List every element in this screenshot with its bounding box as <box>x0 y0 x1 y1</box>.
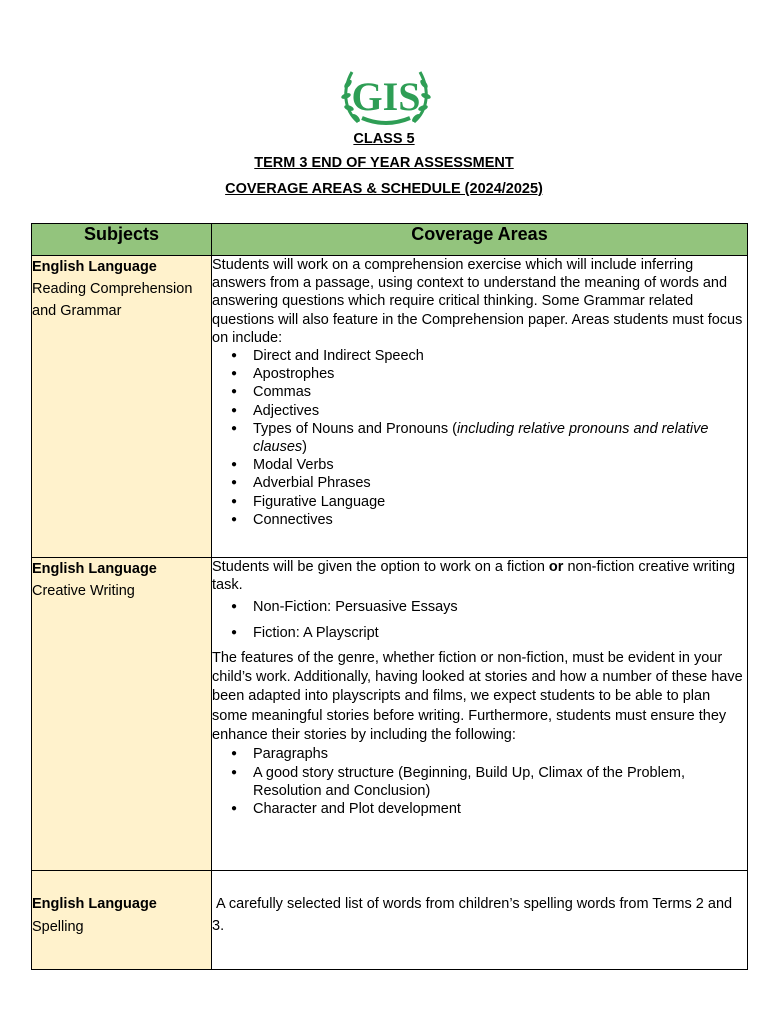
subject-name: English Language <box>32 896 157 912</box>
list-item: ● Paragraphs <box>253 745 747 763</box>
subject-cell <box>32 256 212 558</box>
coverage-header: Coverage Areas <box>212 224 748 256</box>
list-item: ● Character and Plot development <box>253 800 747 818</box>
list-item: ● Fiction: A Playscript <box>253 624 747 642</box>
subjects-header: Subjects <box>32 224 212 256</box>
logo-letters: GIS <box>351 74 421 119</box>
coverage-cell <box>212 871 748 970</box>
table-row <box>32 871 748 970</box>
subject-topic: Creative Writing <box>32 583 135 599</box>
subject-topic: and Grammar <box>32 303 122 319</box>
class-title: CLASS 5 <box>353 131 415 147</box>
table-row <box>32 256 748 558</box>
coverage-intro: Students will be given the option to work on a fiction or non-fiction creative writing task. <box>212 559 736 594</box>
coverage-title: COVERAGE AREAS & SCHEDULE (2024/2025) <box>225 181 543 197</box>
subject-cell <box>32 871 212 970</box>
list-item: ● Types of Nouns and Pronouns (including relative pronouns and relative clauses) <box>253 420 747 456</box>
list-item: ● Adverbial Phrases <box>253 474 747 492</box>
subject-name: English Language <box>32 561 157 577</box>
subject-topic: Spelling <box>32 919 84 935</box>
list-item: ● Modal Verbs <box>253 456 747 474</box>
list-item: ● Figurative Language <box>253 493 747 511</box>
coverage-paragraph: The features of the genre, whether fiction or non-fiction, must be evident in your child’s work. Additionally, having looked at stories and how a number of these have been adapted into playscripts and films, we expect students to be able to plan some meaningful stories before writing. Furthermore, students must ensure they enhance their stories by including the following: <box>212 649 743 743</box>
subject-topic: Reading Comprehension <box>32 281 193 297</box>
list-item: ● Apostrophes <box>253 365 747 383</box>
coverage-cell <box>212 558 748 871</box>
school-logo <box>338 62 434 132</box>
assessment-title: TERM 3 END OF YEAR ASSESSMENT <box>254 155 514 171</box>
subject-name: English Language <box>32 259 157 275</box>
list-item: ● Connectives <box>253 511 747 529</box>
coverage-intro: Students will work on a comprehension exercise which will include inferring answers from a passage, using context to understand the meaning of words and answering questions which require critical thinking. Some Grammar related questions will also feature in the Comprehension paper. Areas students must focus on include: <box>212 257 743 346</box>
option-list <box>212 598 747 641</box>
focus-list <box>212 347 747 529</box>
coverage-text: A carefully selected list of words from children’s spelling words from Terms 2 and 3. <box>212 896 737 934</box>
list-item: ● Non-Fiction: Persuasive Essays <box>253 598 747 616</box>
coverage-table <box>31 223 748 970</box>
list-item: ● A good story structure (Beginning, Build Up, Climax of the Problem, Resolution and Conclusion) <box>253 764 747 800</box>
coverage-cell <box>212 256 748 558</box>
list-item: ● Adjectives <box>253 402 747 420</box>
list-item: ● Direct and Indirect Speech <box>253 347 747 365</box>
subject-cell <box>32 558 212 871</box>
table-header-row <box>32 224 748 256</box>
table-row <box>32 558 748 871</box>
list-item: ● Commas <box>253 383 747 401</box>
story-list <box>212 745 747 818</box>
